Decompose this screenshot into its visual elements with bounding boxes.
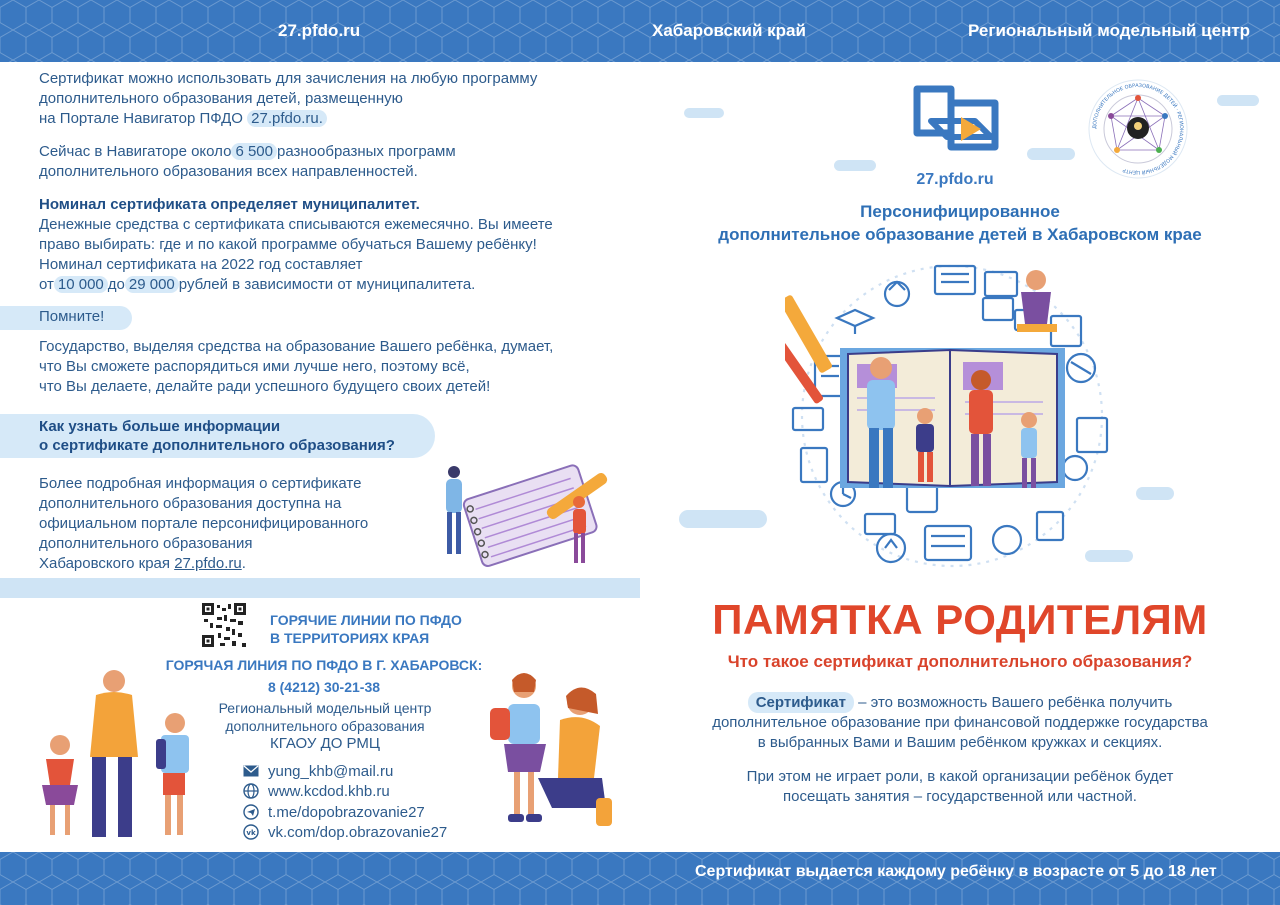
- svg-text:vk: vk: [246, 829, 256, 837]
- certificate-question: Что такое сертификат дополнительного образования?: [727, 652, 1193, 671]
- text-line: Денежные средства с сертификата списываются ежемесячно. Вы имеете: [39, 216, 553, 233]
- text-line: что Вы сможете распорядиться ими лучше него, поэтому всё,: [39, 358, 470, 375]
- certificate-definition: [660, 693, 1260, 753]
- contact-text: yung_khb@mail.ru: [268, 762, 394, 780]
- hotline-title-line: В ТЕРРИТОРИЯХ КРАЯ: [270, 630, 430, 646]
- paragraph-more-info: [39, 474, 368, 574]
- org-line: КГАОУ ДО РМЦ: [270, 735, 380, 752]
- text-line: Государство, выделяя средства на образование Вашего ребёнка, думает,: [39, 338, 554, 355]
- text-line: от: [39, 276, 54, 293]
- contact-email[interactable]: [242, 762, 393, 780]
- note-line: посещать занятия – государственной или частной.: [783, 788, 1137, 805]
- bottom-band-text: Сертификат выдается каждому ребёнку в возрасте от 5 до 18 лет: [695, 863, 1217, 880]
- definition-line: дополнительное образование при финансовой поддержке государства: [712, 714, 1208, 731]
- notebook-illustration: [432, 462, 617, 577]
- mother-daughter-illustration: [482, 668, 632, 840]
- text-line: Номинал сертификата на 2022 год составляет: [39, 256, 363, 273]
- paragraph-programs: [39, 142, 456, 182]
- remember-label: Помните!: [39, 308, 105, 325]
- question-line: о сертификате дополнительного образования?: [39, 437, 395, 454]
- text-line: .: [241, 555, 246, 572]
- subtitle: [640, 200, 1280, 246]
- note-line: При этом не играет роли, в какой организации ребёнок будет: [746, 768, 1174, 785]
- contact-telegram[interactable]: [242, 803, 425, 821]
- programs-count: 6 500: [231, 143, 277, 160]
- decor-cloud: [1027, 148, 1075, 160]
- text-line: что Вы делаете, делайте ради успешного будущего своих детей!: [39, 378, 491, 395]
- contact-text: www.kcdod.khb.ru: [268, 782, 390, 800]
- decor-cloud: [684, 108, 724, 118]
- question-line: Как узнать больше информации: [39, 418, 281, 435]
- subtitle-line: дополнительное образование детей в Хабаровском крае: [718, 225, 1202, 244]
- qr-code-icon[interactable]: [202, 603, 246, 647]
- telegram-icon: [242, 803, 260, 821]
- remember-badge: [0, 306, 132, 330]
- nominal-min: 10 000: [54, 276, 108, 293]
- organization-block: [175, 699, 475, 753]
- logo-caption: 27.pfdo.ru: [916, 171, 994, 188]
- bottom-band: [0, 852, 1280, 905]
- rmc-logo-icon: [1087, 78, 1189, 180]
- text-line: рублей в зависимости от муниципалитета.: [178, 276, 476, 293]
- globe-icon: [242, 782, 260, 800]
- top-region: Хабаровский край: [652, 21, 806, 40]
- paragraph-state: [39, 337, 553, 397]
- top-band: [0, 0, 1280, 62]
- pfdo-logo-icon[interactable]: [905, 75, 1005, 175]
- text-line: дополнительного образования детей, размещенную: [39, 90, 403, 107]
- mail-icon: [242, 762, 260, 780]
- text-line: официальном портале персонифицированного: [39, 515, 369, 532]
- text-line: разнообразных программ: [276, 143, 456, 160]
- nominal-max: 29 000: [125, 276, 179, 293]
- left-divider-band: [0, 578, 640, 598]
- more-info-link[interactable]: 27.pfdo.ru: [174, 555, 242, 572]
- decor-cloud: [1136, 487, 1174, 500]
- portal-link[interactable]: 27.pfdo.ru.: [247, 110, 327, 127]
- hotline-title-line: ГОРЯЧИЕ ЛИНИИ ПО ПФДО: [270, 612, 462, 628]
- main-title: ПАМЯТКА РОДИТЕЛЯМ: [712, 596, 1208, 643]
- text-line: дополнительного образования доступна на: [39, 495, 342, 512]
- text-line: на Портале Навигатор ПФДО: [39, 110, 248, 127]
- family-illustration: [30, 665, 200, 845]
- question-banner: [0, 414, 435, 458]
- decor-cloud: [1217, 95, 1259, 106]
- org-line: Региональный модельный центр: [218, 700, 432, 716]
- certificate-term: Сертификат: [748, 692, 854, 713]
- org-line: дополнительного образования: [225, 718, 425, 734]
- contact-text: vk.com/dop.obrazovanie27: [268, 823, 448, 841]
- definition-line: – это возможность Вашего ребёнка получить: [853, 694, 1173, 711]
- text-line: Хабаровского края: [39, 555, 175, 572]
- text-line: право выбирать: где и по какой программе обучаться Вашему ребёнку!: [39, 236, 537, 253]
- rmc-ring-text: ДОПОЛНИТЕЛЬНОЕ ОБРАЗОВАНИЕ ДЕТЕЙ · РЕГИОНАЛЬНЫЙ МОДЕЛЬНЫЙ ЦЕНТР: [1091, 82, 1185, 176]
- contact-vk[interactable]: [242, 823, 447, 841]
- decor-cloud: [834, 160, 876, 171]
- text-line: Сейчас в Навигаторе около: [39, 143, 232, 160]
- hotline-phone[interactable]: 8 (4212) 30-21-38: [267, 679, 381, 695]
- decor-cloud: [679, 510, 767, 528]
- vk-icon: [242, 823, 260, 841]
- paragraph-portal: [39, 69, 537, 129]
- nominal-heading: Номинал сертификата определяет муниципалитет.: [39, 196, 420, 213]
- text-line: дополнительного образования всех направленностей.: [39, 163, 418, 180]
- organization-note: [660, 767, 1260, 807]
- contact-website[interactable]: [242, 782, 390, 800]
- subtitle-line: Персонифицированное: [860, 202, 1060, 221]
- text-line: дополнительного образования: [39, 535, 253, 552]
- education-illustration: [785, 258, 1120, 573]
- top-center: Региональный модельный центр: [968, 21, 1251, 40]
- definition-line: в выбранных Вами и Вашим ребёнком кружках и секциях.: [757, 734, 1163, 751]
- text-line: до: [107, 276, 125, 293]
- top-site-link[interactable]: 27.pfdo.ru: [278, 21, 361, 40]
- text-line: Сертификат можно использовать для зачисления на любую программу: [39, 70, 538, 87]
- paragraph-nominal: [39, 195, 553, 295]
- text-line: Более подробная информация о сертификате: [39, 475, 362, 492]
- contact-text: t.me/dopobrazovanie27: [268, 803, 425, 821]
- territories-hotline-title: [270, 611, 462, 647]
- city-hotline-title: ГОРЯЧАЯ ЛИНИЯ ПО ПФДО В Г. ХАБАРОВСК:: [165, 657, 483, 673]
